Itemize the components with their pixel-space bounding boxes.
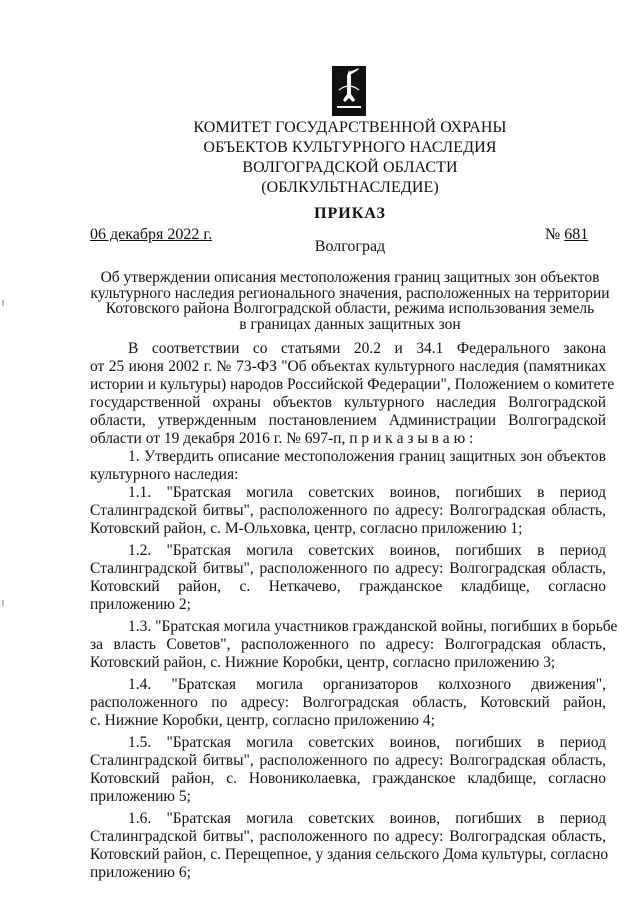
body-line xyxy=(90,846,609,864)
body-line xyxy=(90,578,606,596)
volgograd-emblem-icon xyxy=(329,60,369,118)
body-line xyxy=(90,734,606,752)
body-line-text: В соответствии со статьями 20.2 и 34.1 Федерального закона xyxy=(128,340,606,357)
document-subject xyxy=(85,270,615,332)
body-line xyxy=(90,752,606,770)
body-line xyxy=(90,394,606,412)
body-line xyxy=(90,484,606,502)
body-line-text: 1.3. "Братская могила участников гражданской войны, погибших в борьбе xyxy=(128,618,618,635)
org-line: КОМИТЕТ ГОСУДАРСТВЕННОЙ ОХРАНЫ xyxy=(193,119,507,136)
body-line-text: Сталинградской битвы", расположенного по адресу: Волгоградская область, xyxy=(90,560,606,577)
body-line-text: 1. Утвердить описание местоположения границ защитных зон объектов xyxy=(128,448,606,465)
body-line-text: истории и культуры) народов Российской Федерации", Положением о комитете xyxy=(90,376,615,393)
body-line xyxy=(90,520,606,538)
body-line-text: Сталинградской битвы", расположенного по адресу: Волгоградская область, xyxy=(90,752,606,769)
org-line: ВОЛГОГРАДСКОЙ ОБЛАСТИ xyxy=(242,159,458,176)
body-line-text: от 25 июня 2002 г. № 73-ФЗ "Об объектах культурного наследия (памятниках xyxy=(90,358,606,375)
body-line-text: приложению 6; xyxy=(90,864,191,881)
body-line-text: 1.6. "Братская могила советских воинов, погибших в период xyxy=(128,810,606,827)
number-prefix: № xyxy=(545,226,565,243)
body-line xyxy=(90,448,606,466)
subject-line: культурного наследия регионального значения, расположенных на территории xyxy=(90,284,610,302)
number-value: 681 xyxy=(564,226,589,243)
body-line-text: Сталинградской битвы", расположенного по адресу: Волгоградская область, xyxy=(90,828,606,845)
body-line xyxy=(90,412,606,430)
document-type: ПРИКАЗ xyxy=(314,205,386,222)
body-line xyxy=(90,676,606,694)
body-line xyxy=(90,542,606,560)
body-line xyxy=(90,712,606,730)
document-city: Волгоград xyxy=(314,238,386,255)
body-line xyxy=(90,430,606,448)
body-line xyxy=(90,864,606,882)
body-line xyxy=(90,376,615,394)
subject-line: Об утверждении описания местоположения границ защитных зон объектов xyxy=(100,269,600,286)
org-line: (ОБЛКУЛЬТНАСЛЕДИЕ) xyxy=(261,179,439,196)
body-line-text: Котовский район, с. Неткачево, гражданское кладбище, согласно xyxy=(90,578,606,595)
subject-line: Котовского района Волгоградской области, режима использования земель xyxy=(105,300,595,317)
body-line-text: расположенного по адресу: Волгоградская область, Котовский район, xyxy=(90,694,606,711)
body-line xyxy=(90,466,606,484)
body-line-text: приложению 2; xyxy=(90,596,191,613)
body-line xyxy=(90,502,606,520)
body-line-text: 1.4. "Братская могила организаторов колхозного движения", xyxy=(128,676,606,693)
body-line-text: государственной охраны объектов культурного наследия Волгоградской xyxy=(90,394,606,411)
scan-mark xyxy=(2,300,4,306)
body-line xyxy=(90,560,606,578)
body-line-text: области, утвержденным постановлением Администрации Волгоградской xyxy=(90,412,606,429)
scan-mark xyxy=(2,600,4,606)
body-line xyxy=(90,340,606,358)
body-line-text: Сталинградской битвы", расположенного по адресу: Волгоградская область, xyxy=(90,502,606,519)
body-line-text: Котовский район, с. Перещепное, у здания сельского Дома культуры, согласно xyxy=(90,846,609,863)
body-line xyxy=(90,618,618,636)
body-line xyxy=(90,810,606,828)
body-line xyxy=(90,636,606,654)
body-line-text: культурного наследия: xyxy=(90,466,239,483)
body-line-text: 1.1. "Братская могила советских воинов, погибших в период xyxy=(128,484,606,501)
body-line-text: 1.2. "Братская могила советских воинов, погибших в период xyxy=(128,542,606,559)
body-line-text: Котовский район, с. М-Ольховка, центр, согласно приложению 1; xyxy=(90,520,523,537)
body-line xyxy=(90,358,606,376)
organization-name xyxy=(150,118,550,198)
subject-line: в границах данных защитных зон xyxy=(239,315,461,333)
body-line xyxy=(90,770,606,788)
body-line-text: 1.5. "Братская могила советских воинов, погибших в период xyxy=(128,734,606,751)
body-line-text: Котовский район, с. Нижние Коробки, центр, согласно приложению 3; xyxy=(90,654,556,671)
body-line-text: Котовский район, с. Новониколаевка, гражданское кладбище, согласно xyxy=(90,770,606,787)
document-date: 06 декабря 2022 г. xyxy=(90,226,213,243)
body-line xyxy=(90,694,606,712)
body-line xyxy=(90,788,606,806)
document-body xyxy=(90,340,618,882)
body-line xyxy=(90,654,606,672)
body-line-text: приложению 5; xyxy=(90,788,191,805)
body-line xyxy=(90,596,606,614)
body-line-text: области от 19 декабря 2016 г. № 697-п, xyxy=(90,430,346,447)
order-verb: п р и к а з ы в а ю : xyxy=(345,430,474,447)
body-line-text: за власть Советов", расположенного по адресу: Волгоградская область, xyxy=(90,636,606,653)
body-line-text: с. Нижние Коробки, центр, согласно приложению 4; xyxy=(90,712,435,729)
org-line: ОБЪЕКТОВ КУЛЬТУРНОГО НАСЛЕДИЯ xyxy=(203,139,497,156)
body-line xyxy=(90,828,606,846)
